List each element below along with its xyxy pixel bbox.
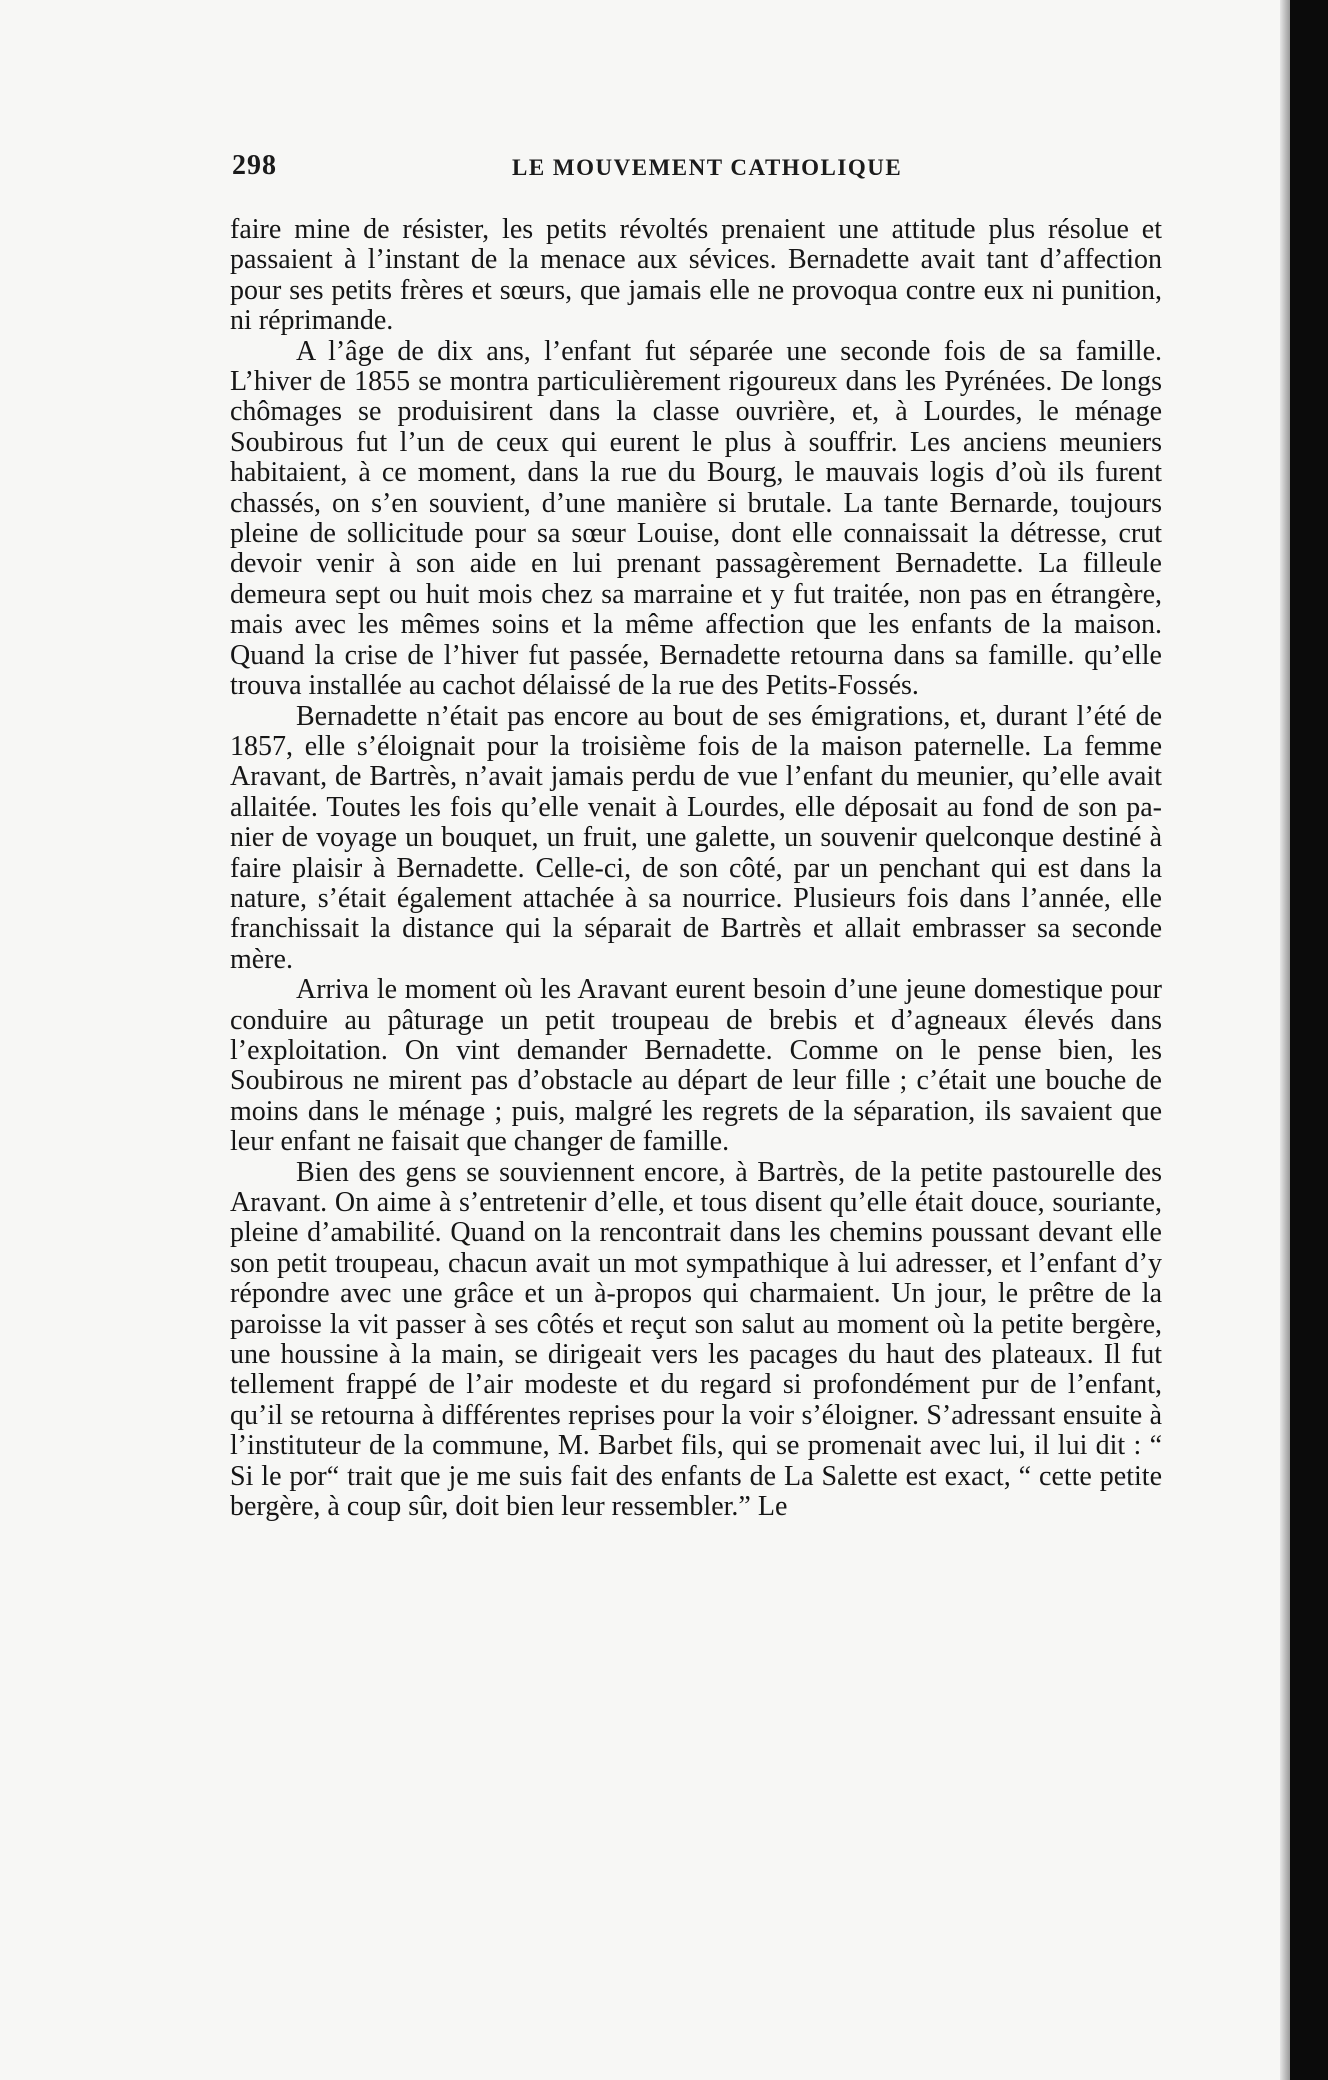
paragraph: Arriva le moment où les Aravant eurent besoin d’une jeune domestique pour conduire au pâturage un petit troupeau de brebis et d’agneaux élevés dans l’exploitation. On vint demander Bernadette. Comme on le pense bien, les Soubirous ne mirent pas d’obstacle au départ de leur fille ; c’était une bouche de moins dans le ménage ; puis, malgré les regrets de la séparation, ils savaient que leur enfant ne faisait que changer de famille. [230, 974, 1162, 1158]
page-number: 298 [232, 150, 277, 181]
running-head-title: LE MOUVEMENT CATHOLIQUE [512, 155, 903, 180]
paragraph: Bernadette n’était pas encore au bout de ses émigrations, et, durant l’été de 1857, elle s’éloignait pour la troisième fois de la maison paternelle. La femme Aravant, de Bartrès, n’avait jamais perdu de vue l’enfant du meunier, qu’elle avait allaitée. Toutes les fois qu’elle venait à Lourdes, elle déposait au fond de son panier de voyage un bouquet, un fruit, une galette, un souvenir quelconque destiné à faire plaisir à Bernadette. Celle-ci, de son côté, par un penchant qui est dans la nature, s’était également attachée à sa nourrice. Plusieurs fois dans l’année, elle franchissait la distance qui la séparait de Bartrès et allait embrasser sa seconde mère. [230, 700, 1162, 975]
scan-border [1290, 0, 1328, 2080]
body-text [230, 215, 1162, 1522]
paragraph: Bien des gens se souviennent encore, à Bartrès, de la petite pastourelle des Aravant. On aime à s’entretenir d’elle, et tous disent qu’elle était douce, souriante, pleine d’amabilité. Quand on la rencontrait dans les chemins poussant devant elle son petit troupeau, chacun avait un mot sympathique à lui adresser, et l’enfant d’y répondre avec une grâce et un à-propos qui charmaient. Un jour, le prêtre de la paroisse la vit passer à ses côtés et reçut son salut au moment où la petite bergère, une houssine à la main, se dirigeait vers les pacages du haut des plateaux. Il fut tellement frappé de l’air modeste et du regard si profondément pur de l’enfant, qu’il se retourna à différentes reprises pour la voir s’éloigner. S’adressant ensuite à l’instituteur de la commune, M. Barbet fils, qui se promenait avec lui, il lui dit : “ Si le por“ trait que je me suis fait des enfants de La Salette est exact, “ cette petite bergère, à coup sûr, doit bien leur ressembler.” Le [230, 1156, 1162, 1523]
paragraph: A l’âge de dix ans, l’enfant fut séparée une seconde fois de sa famille. L’hiver de 1855 se montra particulièrement rigoureux dans les Pyrénées. De longs chômages se produisirent dans la classe ouvrière, et, à Lourdes, le ménage Soubirous fut l’un de ceux qui eurent le plus à souffrir. Les anciens meuniers habitaient, à ce moment, dans la rue du Bourg, le mauvais logis d’où ils furent chassés, on s’en souvient, d’une manière si brutale. La tante Bernarde, toujours pleine de sollicitude pour sa sœur Louise, dont elle connaissait la détresse, crut devoir venir à son aide en lui prenant passagèrement Bernadette. La filleule demeura sept ou huit mois chez sa marraine et y fut traitée, non pas en étrangère, mais avec les mêmes soins et la même affection que les enfants de la maison. Quand la crise de l’hiver fut passée, Bernadette retourna dans sa famille. qu’elle trouva installée au cachot délaissé de la rue des Petits-Fossés. [230, 335, 1162, 702]
running-head [232, 150, 1152, 190]
paragraph: faire mine de résister, les petits révoltés prenaient une attitude plus résolue et passaient à l’instant de la menace aux sévices. Bernadette avait tant d’affection pour ses petits frères et sœurs, que jamais elle ne provoqua contre eux ni punition, ni réprimande. [230, 214, 1162, 337]
page-edge-shadow [1280, 0, 1290, 2080]
